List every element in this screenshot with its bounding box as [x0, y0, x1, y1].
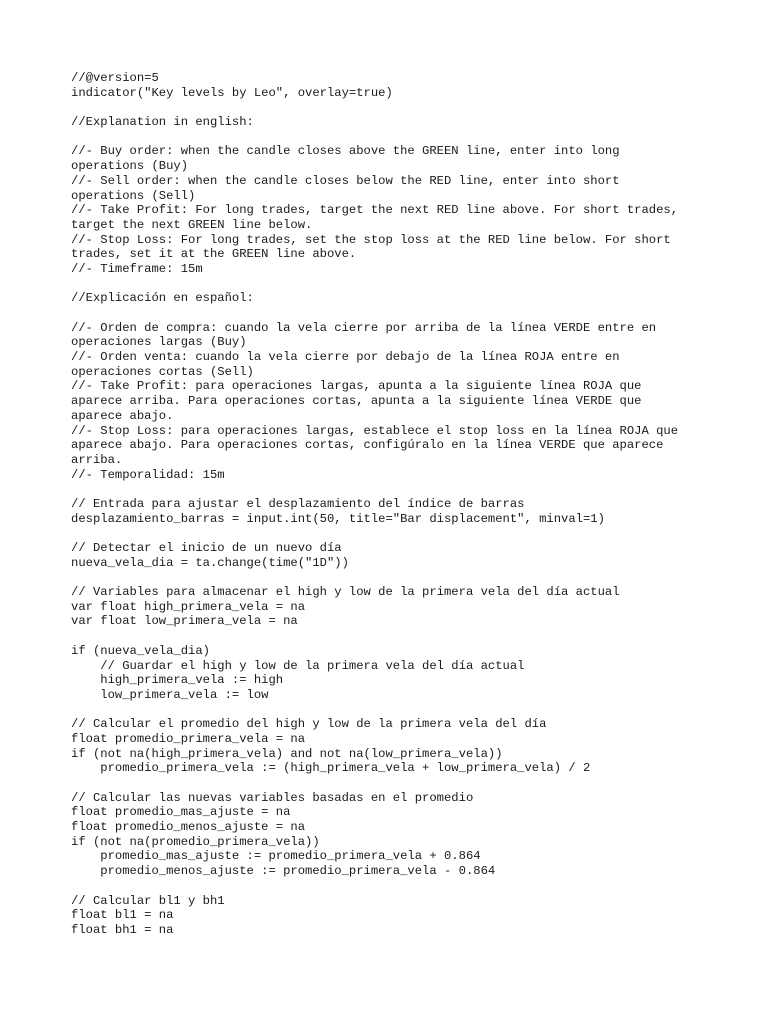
code-line: //- Orden venta: cuando la vela cierre por debajo de la línea ROJA entre en — [71, 350, 620, 365]
code-line: operations (Sell) — [71, 188, 196, 203]
code-line: float bh1 = na — [71, 922, 174, 937]
code-line: trades, set it at the GREEN line above. — [71, 247, 357, 262]
code-line — [71, 130, 678, 145]
code-line — [71, 879, 678, 894]
code-line: desplazamiento_barras = input.int(50, title="Bar displacement", minval=1) — [71, 511, 605, 526]
code-line: // Variables para almacenar el high y low de la primera vela del día actual — [71, 585, 620, 600]
code-line: // Entrada para ajustar el desplazamiento del índice de barras — [71, 496, 525, 511]
code-line: //- Take Profit: para operaciones largas, apunta a la siguiente línea ROJA que — [71, 379, 642, 394]
code-line: //- Stop Loss: For long trades, set the stop loss at the RED line below. For short — [71, 232, 671, 247]
code-line: if (not na(promedio_primera_vela)) — [71, 834, 320, 849]
code-line: //- Buy order: when the candle closes above the GREEN line, enter into long — [71, 144, 620, 159]
code-line: //@version=5 — [71, 71, 159, 85]
code-line — [71, 277, 678, 292]
code-line: promedio_mas_ajuste := promedio_primera_vela + 0.864 — [71, 849, 481, 864]
code-line: var float high_primera_vela = na — [71, 599, 306, 614]
code-line: // Detectar el inicio de un nuevo día — [71, 541, 342, 555]
code-line: float promedio_primera_vela = na — [71, 731, 306, 746]
code-line: float bl1 = na — [71, 908, 174, 923]
code-line: nueva_vela_dia = ta.change(time("1D")) — [71, 555, 349, 570]
code-line: arriba. — [71, 452, 123, 467]
code-listing — [71, 71, 678, 938]
code-line: if (nueva_vela_dia) — [71, 643, 210, 658]
code-line: operations (Buy) — [71, 159, 189, 174]
code-line: high_primera_vela := high — [71, 673, 284, 688]
code-line: aparece abajo. — [71, 408, 174, 423]
code-line: indicator("Key levels by Leo", overlay=true) — [71, 85, 393, 100]
code-line: operaciones largas (Buy) — [71, 335, 247, 350]
code-line: // Calcular bl1 y bh1 — [71, 893, 225, 908]
code-line — [71, 776, 678, 791]
code-line: promedio_menos_ajuste := promedio_primera_vela - 0.864 — [71, 864, 496, 879]
code-line: //Explicación en español: — [71, 291, 254, 306]
code-line — [71, 100, 678, 115]
code-line: //- Sell order: when the candle closes below the RED line, enter into short — [71, 173, 620, 188]
code-line: aparece arriba. Para operaciones cortas, apunta a la siguiente línea VERDE que — [71, 394, 642, 409]
code-line: //- Temporalidad: 15m — [71, 467, 225, 482]
code-line: float promedio_menos_ajuste = na — [71, 820, 306, 835]
code-line: //Explanation in english: — [71, 115, 254, 130]
code-line: float promedio_mas_ajuste = na — [71, 805, 291, 820]
code-line — [71, 482, 678, 497]
code-line — [71, 703, 678, 718]
code-line: //- Stop Loss: para operaciones largas, establece el stop loss en la línea ROJA que — [71, 423, 679, 438]
code-line: // Guardar el high y low de la primera vela del día actual — [71, 658, 525, 673]
code-line: low_primera_vela := low — [71, 687, 269, 702]
code-line: promedio_primera_vela := (high_primera_vela + low_primera_vela) / 2 — [71, 761, 591, 776]
code-line: aparece abajo. Para operaciones cortas, configúralo en la línea VERDE que aparece — [71, 438, 664, 453]
code-line — [71, 629, 678, 644]
code-line: var float low_primera_vela = na — [71, 614, 298, 629]
code-line — [71, 570, 678, 585]
code-line: operaciones cortas (Sell) — [71, 364, 254, 379]
code-line — [71, 526, 678, 541]
code-line: //- Orden de compra: cuando la vela cierre por arriba de la línea VERDE entre en — [71, 320, 657, 335]
code-line — [71, 306, 678, 321]
code-line: //- Take Profit: For long trades, target the next RED line above. For short trades, — [71, 203, 679, 218]
code-line: if (not na(high_primera_vela) and not na(low_primera_vela)) — [71, 746, 503, 761]
code-line: target the next GREEN line below. — [71, 217, 313, 232]
code-line: // Calcular las nuevas variables basadas en el promedio — [71, 790, 474, 805]
code-line: // Calcular el promedio del high y low de la primera vela del día — [71, 717, 547, 732]
code-line: //- Timeframe: 15m — [71, 261, 203, 276]
